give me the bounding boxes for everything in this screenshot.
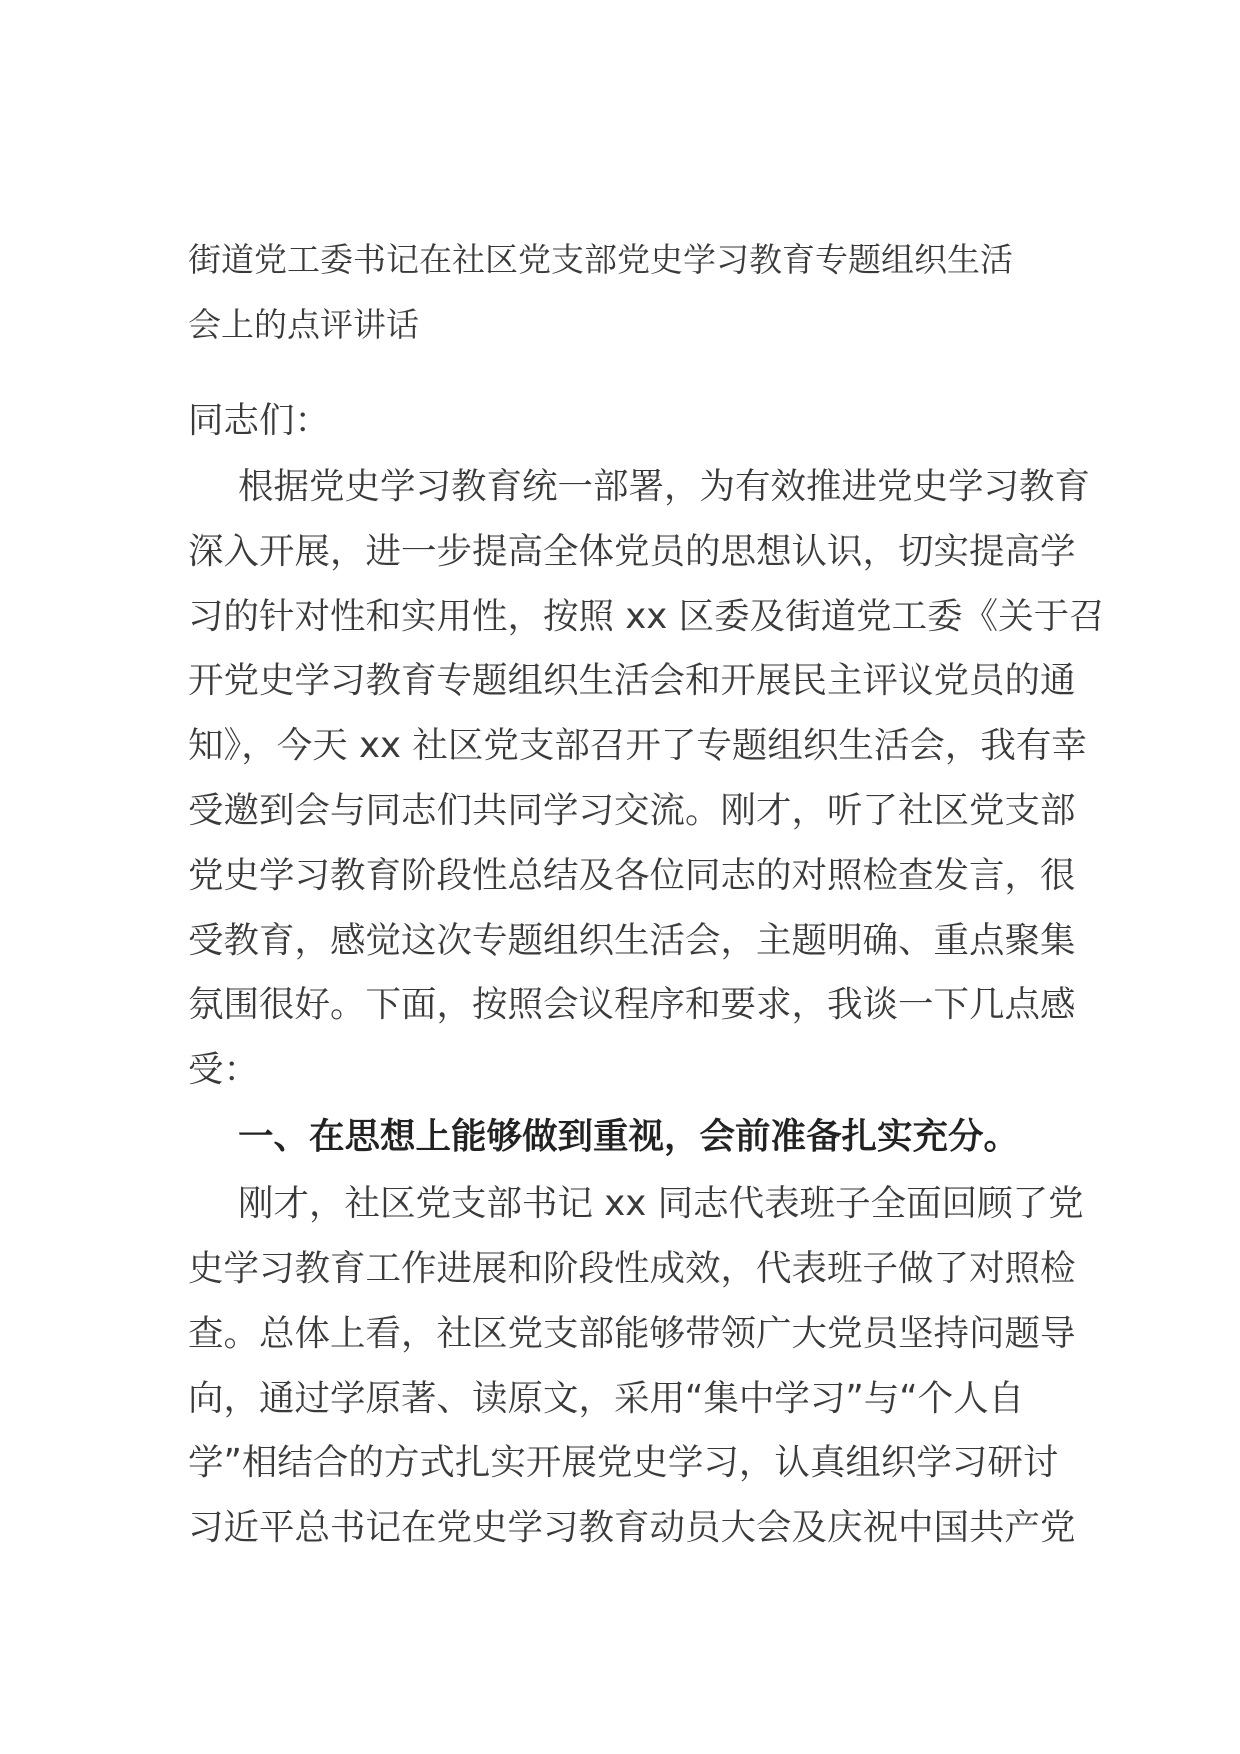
paragraph-line: 根据党史学习教育统一部署，为有效推进党史学习教育 [238, 466, 1091, 507]
paragraph-line: 知》，今天 xx 社区党支部召开了专题组织生活会，我有幸 [188, 725, 1087, 766]
paragraph-line: 学”相结合的方式扎实开展党史学习，认真组织学习研讨 [188, 1442, 1059, 1483]
salutation: 同志们： [188, 400, 331, 441]
paragraph-line: 向，通过学原著、读原文，采用“集中学习”与“个人自 [188, 1378, 1025, 1419]
paragraph-line: 习近平总书记在党史学习教育动员大会及庆祝中国共产党 [188, 1507, 1076, 1548]
paragraph-line: 党史学习教育阶段性总结及各位同志的对照检查发言，很 [188, 855, 1076, 896]
paragraph-line: 史学习教育工作进展和阶段性成效，代表班子做了对照检 [188, 1248, 1076, 1289]
section-heading-1: 一、在思想上能够做到重视，会前准备扎实充分。 [238, 1116, 1020, 1157]
paragraph-line: 开党史学习教育专题组织生活会和开展民主评议党员的通 [188, 660, 1076, 701]
document-title-line-1: 街道党工委书记在社区党支部党史学习教育专题组织生活 [188, 240, 1013, 279]
paragraph-line: 受： [188, 1049, 260, 1090]
paragraph-line: 氛围很好。下面，按照会议程序和要求，我谈一下几点感 [188, 984, 1076, 1025]
paragraph-line: 查。总体上看，社区党支部能够带领广大党员坚持问题导 [188, 1313, 1076, 1354]
paragraph-line: 深入开展，进一步提高全体党员的思想认识，切实提高学 [188, 531, 1076, 572]
paragraph-line: 受邀到会与同志们共同学习交流。刚才，听了社区党支部 [188, 790, 1076, 831]
document-title-line-2: 会上的点评讲话 [188, 305, 419, 344]
paragraph-line: 刚才，社区党支部书记 xx 同志代表班子全面回顾了党 [238, 1183, 1084, 1224]
paragraph-line: 受教育，感觉这次专题组织生活会，主题明确、重点聚集 [188, 920, 1076, 961]
paragraph-line: 习的针对性和实用性，按照 xx 区委及街道党工委《关于召 [188, 596, 1105, 637]
